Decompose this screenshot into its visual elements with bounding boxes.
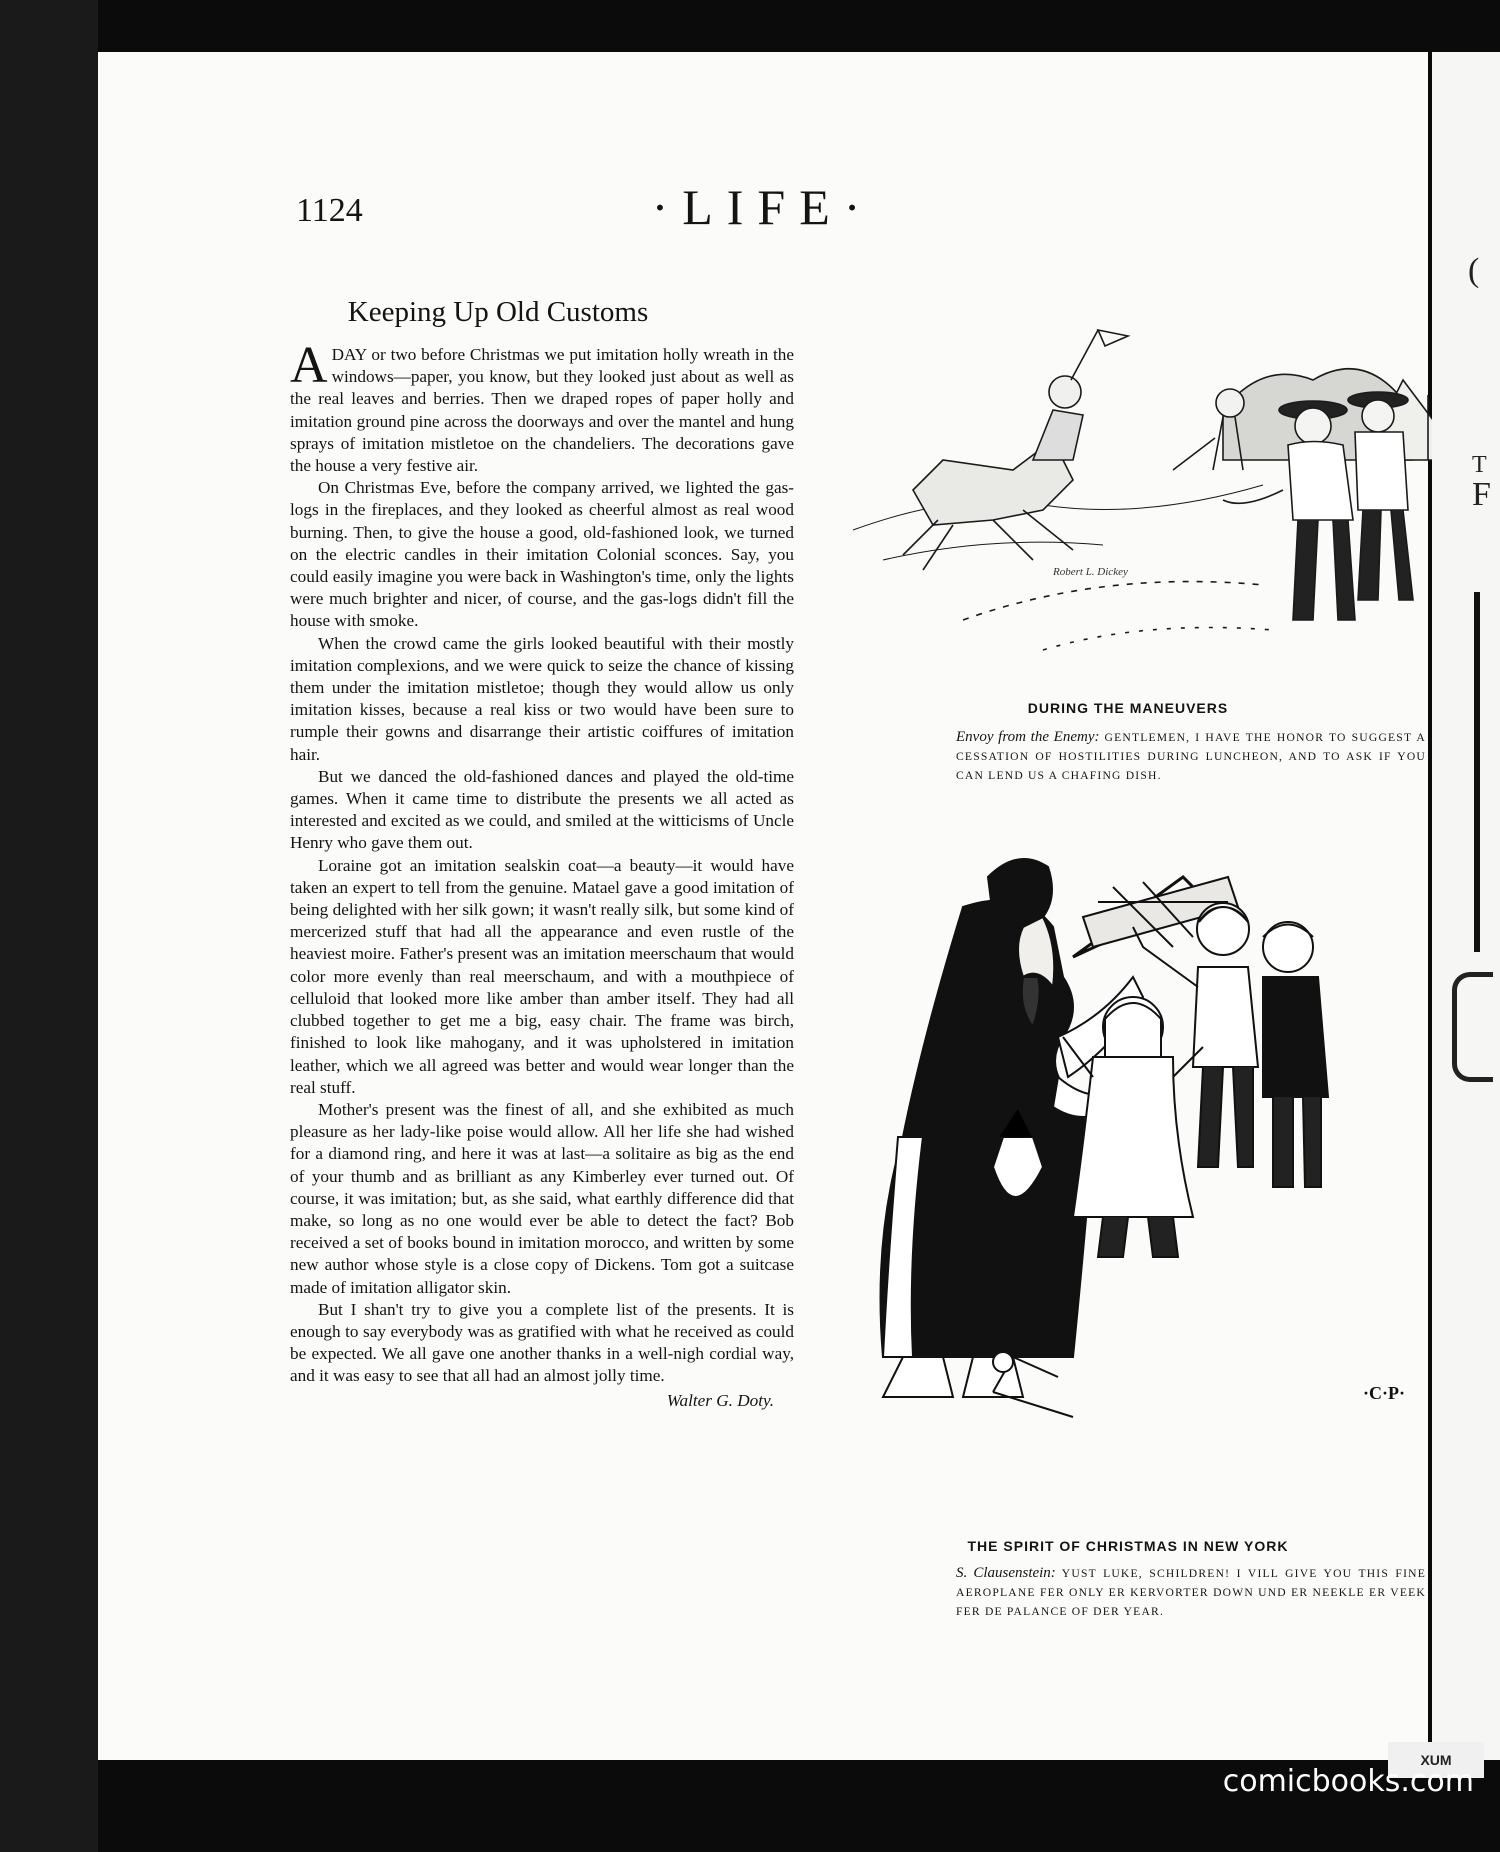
article-body: [290, 337, 794, 1412]
article-paragraph: But we danced the old-fashioned dances and played the old-time games. When it came time to distribute the presents we all acted as interested and excited as we could, and smiled at the witticisms of Uncle Henry who gave them out.: [290, 766, 794, 853]
article-paragraph-1: [290, 337, 794, 477]
article-paragraph: Mother's present was the finest of all, and she exhibited as much pleasure as her lady-like poise would allow. All her life she had wished for a diamond ring, and here it was at last—a solitaire as big as the end of your thumb and as brilliant as any Kimberley ever turned out. Of course, it was imitation; but, as she said, what earthly difference did that make, so long as no one would ever be able to detect the fact? Bob received a set of books bound in imitation morocco, and written by some new author whose style is a close copy of Dickens. Tom got a suitcase made of imitation alligator skin.: [290, 1099, 794, 1297]
maneuvers-speaker: Envoy from the Enemy:: [956, 729, 1100, 745]
christmas-cartoon-illustration: [843, 837, 1493, 1497]
maneuvers-dialogue: GENTLEMEN, I HAVE THE HONOR TO SUGGEST A CESSATION OF HOSTILITIES DURING LUNCHEON, AND TO ASK IF YOU CAN LEND US A CHAFING DISH.: [956, 731, 1427, 782]
magazine-page: [98, 52, 1428, 1760]
scan-left-edge: [0, 0, 98, 1852]
adjacent-page-fragment: (: [1468, 252, 1480, 289]
maneuvers-caption-title: DURING THE MANEUVERS: [1027, 700, 1229, 716]
article-paragraph: Loraine got an imitation sealskin coat—a beauty—it would have taken an expert to tell from the genuine. Matael gave a good imitation of being delighted with her silk gown; it wasn't really silk, but some kind of mercerized stuff that had all the appearance and even rustle of the heaviest moire. Father's present was an imitation meerschaum that would color more evenly than real meerschaum, and with a mouthpiece of celluloid that looked more like amber than amber itself. They had all clubbed together to get me a big, easy chair. The frame was birch, finished to look like mahogany, and it was upholstered in imitation leather, which we all agreed was better and would wear longer than the real stuff.: [290, 855, 794, 1097]
christmas-dialogue: YUST LUKE, SCHILDREN! I VILL GIVE YOU THIS FINE AEROPLANE FER ONLY ER KERVORTER DOWN UND ER NEEKLE ER VEEK FER DE PALANCE OF DER YEAR.: [956, 1567, 1426, 1618]
christmas-caption: [956, 1564, 1426, 1621]
watermark-text: comicbooks.com: [1222, 1764, 1474, 1799]
adjacent-page-edge: [1432, 52, 1500, 1760]
adjacent-page-chair-drawing: [1452, 972, 1493, 1082]
drop-cap: A: [290, 337, 328, 394]
article-paragraph-1-text: DAY or two before Christmas we put imitation holly wreath in the windows—paper, you know, but they looked just about as well as the real leaves and berries. Then we draped ropes of paper holly and imitation ground pine across the doorways and over the mantel and hung sprays of imitation mistletoe on the chandeliers. The decorations gave the house a very festive air.: [290, 345, 794, 476]
article-paragraph: When the crowd came the girls looked beautiful with their mostly imitation complexions, and we were quick to seize the chance of kissing them under the imitation mistletoe; though they would allow us only imitation kisses, because a real kiss or two would have been sure to rumple their gowns and disarrange their artistic coiffures of imitation hair.: [290, 633, 794, 764]
page-number: 1124: [296, 192, 363, 229]
christmas-signature: ·C·P·: [1363, 1383, 1406, 1403]
christmas-speaker: S. Clausenstein:: [956, 1565, 1056, 1581]
maneuvers-caption: [956, 728, 1426, 785]
adjacent-page-fragment: T: [1472, 452, 1487, 478]
masthead-title: ·LIFE·: [651, 179, 875, 235]
adjacent-page-fragment: F: [1472, 476, 1491, 513]
article-paragraph: But I shan't try to give you a complete list of the presents. It is enough to say everybody was as gratified with what he received as could be expected. We all gave one another thanks in a well-nigh cordial way, and it was easy to see that all had an almost jolly time.: [290, 1299, 794, 1386]
adjacent-page-rule: [1474, 592, 1480, 952]
corner-tag: XUM: [1388, 1742, 1484, 1778]
article-byline: Walter G. Doty.: [666, 1390, 774, 1410]
maneuvers-signature: Robert L. Dickey: [1053, 566, 1128, 578]
article-paragraph: On Christmas Eve, before the company arrived, we lighted the gas-logs in the fireplaces, and they looked as cheerful almost as real wood burning. Then, to give the house a good, old-fashioned look, we turned on the electric candles in their imitation Colonial sconces. Say, you could easily imagine you were back in Washington's time, only the lights were much brighter and nicer, of course, and the gas-logs didn't fill the house with smoke.: [290, 478, 794, 631]
christmas-caption-title: THE SPIRIT OF CHRISTMAS IN NEW YORK: [967, 1538, 1289, 1554]
maneuvers-cartoon-illustration: [843, 320, 1493, 690]
article-title: Keeping Up Old Customs: [347, 296, 649, 328]
